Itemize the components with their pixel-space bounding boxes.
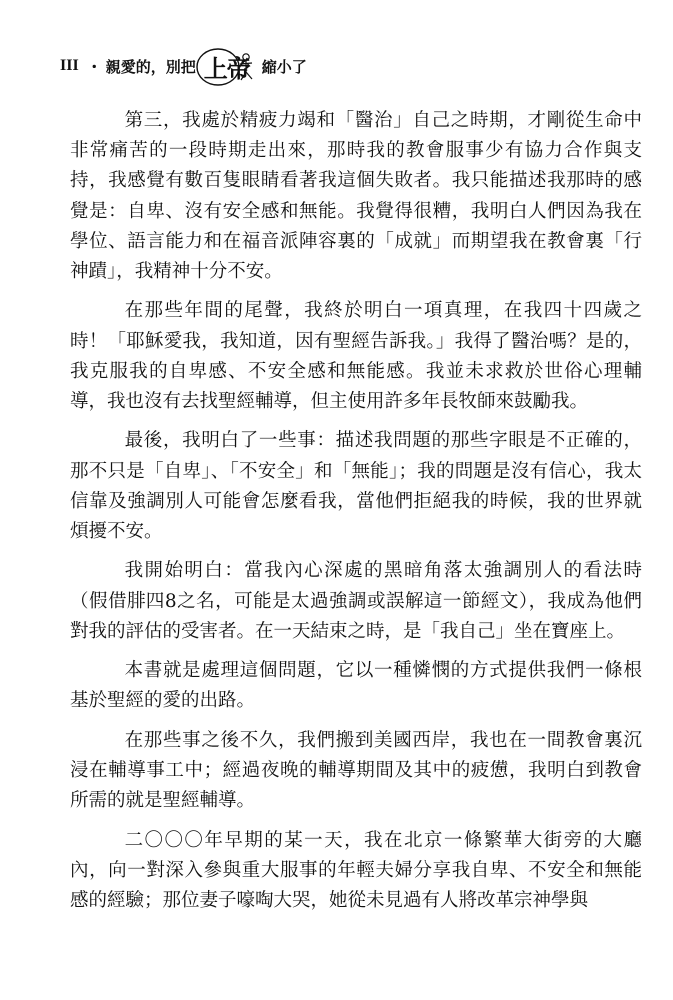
header-separator: ・ (86, 57, 102, 76)
header-title-before: 親愛的，別把 (105, 57, 196, 76)
paragraph: 二〇〇〇年早期的某一天，我在北京一條繁華大街旁的大廳內，向一對深入參與重大服事的年輕夫婦分享我自卑、不安全和無能感的經驗；那位妻子嚎啕大哭，她從未見過有人將改革宗神學與 (70, 829, 642, 911)
title-logo-text: 上帝 (203, 53, 250, 83)
paragraph: 在那些事之後不久，我們搬到美國西岸，我也在一間教會裏沉浸在輔導事工中；經過夜晚的輔導期間及其中的疲憊，我明白到教會所需的就是聖經輔導。 (70, 729, 642, 812)
paragraph: 第三，我處於精疲力竭和「醫治」自己之時期，才剛從生命中非常痛苦的一段時期走出來，那時我的教會服事少有協力合作與支持，我感覺有數百隻眼睛看著我這個失敗者。我只能描述我那時的感覺是：自卑、沒有安全感和無能。我覺得很糟，我明白人們因為我在學位、語言能力和在福音派陣容裏的「成就」而期望我在教會裏「行神蹟」，我精神十分不安。 (70, 110, 642, 283)
paragraph: 本書就是處理這個問題，它以一種憐憫的方式提供我們一條根基於聖經的愛的出路。 (70, 660, 642, 712)
part-numeral: III (60, 57, 79, 74)
header-title-after: 縮小了 (261, 57, 307, 76)
paragraph: 我開始明白：當我內心深處的黑暗角落太強調別人的看法時（假借腓四8之名，可能是太過強調或誤解這一節經文），我成為他們對我的評估的受害者。在一天結束之時，是「我自己」坐在寶座上。 (70, 560, 642, 642)
paragraph: 最後，我明白了一些事：描述我問題的那些字眼是不正確的，那不只是「自卑」、「不安全」和「無能」；我的問題是沒有信心，我太信靠及強調別人可能會怎麼看我，當他們拒絕我的時候，我的世界就煩擾不安。 (70, 430, 642, 543)
body-text (70, 106, 642, 925)
paragraph: 在那些年間的尾聲，我終於明白一項真理，在我四十四歲之時！「耶穌愛我，我知道，因有聖經告訴我。」我得了醫治嗎？是的，我克服我的自卑感、不安全感和無能感。我並未求救於世俗心理輔導，我也沒有去找聖經輔導，但主使用許多年長牧師來鼓勵我。 (70, 300, 642, 413)
title-logo (198, 46, 260, 86)
running-header (60, 46, 307, 86)
